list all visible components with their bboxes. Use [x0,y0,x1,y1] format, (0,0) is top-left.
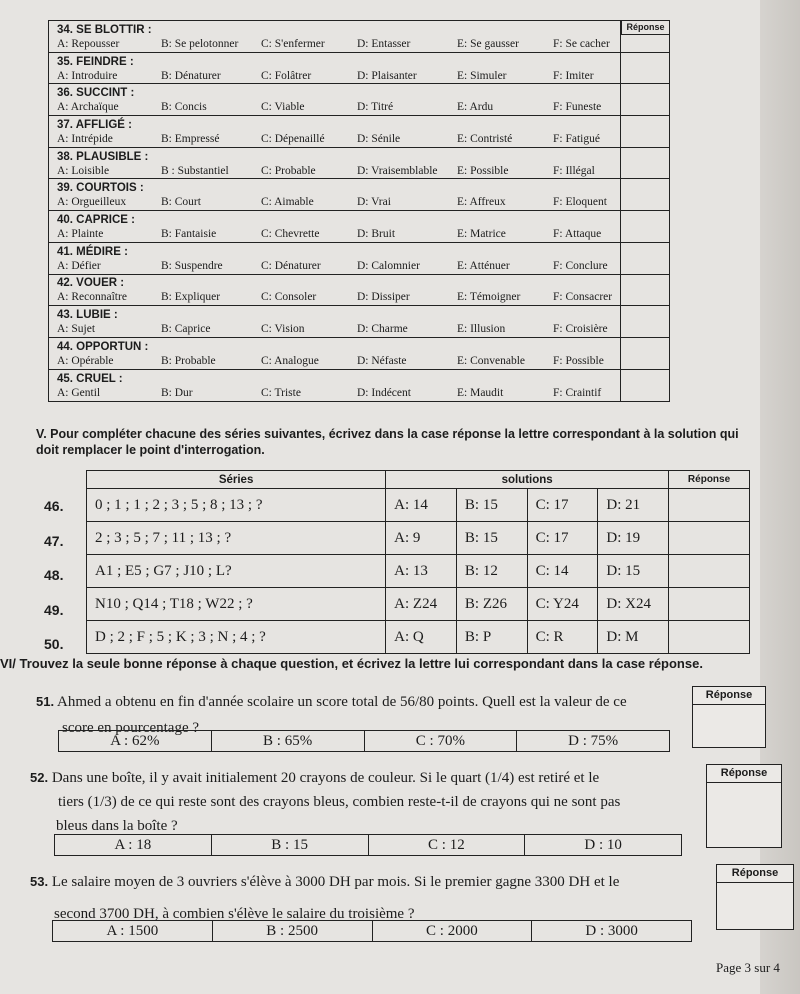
solutions-header: solutions [386,471,669,489]
series-number: 50. [44,636,64,652]
series-solution: B: Z26 [456,588,527,621]
vocab-option: A: Archaïque [57,101,119,114]
vocab-question [49,148,621,179]
question-number: 51. [36,694,55,709]
question-52 [30,768,690,788]
series-answer-cell[interactable] [669,522,750,555]
vocab-answer-cell[interactable] [621,211,669,242]
vocab-row [49,275,669,307]
series-number: 49. [44,601,64,618]
vocab-option: C: Probable [261,164,316,177]
vocab-options [57,37,614,51]
vocab-option: B: Fantaisie [161,227,217,240]
series-solution: D: 19 [598,522,669,555]
option-d: D : 75% [568,733,619,749]
series-solution: A: Q [386,621,457,654]
vocab-options [57,227,614,241]
vocab-question [49,53,621,84]
vocab-question [49,275,621,306]
vocab-option: C: Triste [261,386,301,399]
vocab-answer-cell[interactable] [621,275,669,306]
series-solution: C: 14 [527,555,598,588]
vocab-word: 44. OPPORTUN : [57,340,149,353]
vocab-option: B: Dénaturer [161,69,221,82]
vocab-question [49,21,621,52]
vocab-options [57,69,614,83]
vocab-option: D: Néfaste [357,354,407,367]
vocab-option: F: Consacrer [553,291,613,304]
option-b: B : 65% [212,731,365,751]
vocab-option: B: Expliquer [161,291,221,304]
series-sequence: A1 ; E5 ; G7 ; J10 ; L? [87,555,386,588]
vocab-row [49,211,669,243]
vocab-options [57,354,614,368]
vocab-option: B: Concis [161,101,207,114]
answer-box-52[interactable] [706,764,782,848]
series-sequence: 0 ; 1 ; 1 ; 2 ; 3 ; 5 ; 8 ; 13 ; ? [87,489,386,522]
series-solution: A: 14 [386,489,457,522]
vocab-option: C: Vision [261,323,305,336]
series-solution: A: 9 [386,522,457,555]
section-v-title: V. Pour compléter chacune des séries suivantes, écrivez dans la case réponse la lettre correspondant à la solution qui doit remplacer le point d'interrogation. [36,427,739,457]
vocab-word: 43. LUBIE : [57,309,118,322]
option-c: C : 70% [365,731,518,751]
vocab-option: F: Se cacher [553,37,610,50]
vocab-option: B : Substantiel [161,164,229,177]
vocab-word: 34. SE BLOTTIR : [57,23,152,36]
vocab-option: C: Dépenaillé [261,132,325,145]
vocab-options [57,132,614,146]
series-solution: A: Z24 [386,588,457,621]
option-b: B : 2500 [213,921,373,941]
vocab-answer-cell[interactable] [621,148,669,179]
vocab-option: A: Défier [57,259,101,272]
vocab-question [49,243,621,274]
vocab-option: E: Affreux [457,196,506,209]
vocab-option: A: Intrépide [57,132,113,145]
vocab-option: B: Se pelotonner [161,37,239,50]
series-solution: C: 17 [527,489,598,522]
vocab-option: B: Suspendre [161,259,223,272]
vocab-answer-cell[interactable] [621,306,669,337]
vocab-option: B: Dur [161,386,193,399]
series-header: Séries [87,471,386,489]
vocab-word: 40. CAPRICE : [57,213,135,226]
vocab-option: E: Maudit [457,386,504,399]
vocab-option: B: Court [161,196,201,209]
option-c: C : 2000 [373,921,533,941]
question-text: Ahmed a obtenu en fin d'année scolaire un score total de 56/80 points. Quell est la valeur de ce [57,694,627,710]
vocab-option: D: Vraisemblable [357,164,438,177]
vocab-option: D: Plaisanter [357,69,417,82]
vocab-row [49,179,669,211]
vocab-option: F: Fatigué [553,132,600,145]
vocab-row [49,243,669,275]
section-vi-title: VI/ Trouvez la seule bonne réponse à chaque question, et écrivez la lettre lui correspondant dans la case réponse. [0,656,703,671]
vocab-options [57,195,614,209]
series-number: 46. [44,498,64,514]
page-number: Page 3 sur 4 [716,960,780,975]
vocab-option: B: Caprice [161,323,211,336]
option-d: D : 3000 [585,923,638,939]
answer-box-51[interactable] [692,686,766,748]
vocab-option: C: Analogue [261,354,319,367]
vocab-option: A: Plainte [57,227,104,240]
vocab-answer-cell[interactable] [621,243,669,274]
vocab-option: D: Bruit [357,227,396,240]
vocab-option: A: Sujet [57,323,96,336]
option-a: A : 1500 [53,921,213,941]
vocab-word: 37. AFFLIGÉ : [57,118,132,131]
series-solution: D: 21 [598,489,669,522]
vocab-option: E: Ardu [457,101,494,114]
vocab-option: C: Aimable [261,196,314,209]
vocab-question [49,211,621,242]
series-solution: C: 17 [527,522,598,555]
vocab-option: F: Craintif [553,386,602,399]
vocab-row [49,370,669,402]
vocab-option: A: Gentil [57,386,101,399]
answer-box-53[interactable] [716,864,794,930]
series-answer-cell[interactable] [669,555,750,588]
vocab-word: 36. SUCCINT : [57,87,135,100]
vocab-row [49,306,669,338]
vocab-option: D: Charme [357,323,408,336]
vocab-option: D: Sénile [357,132,401,145]
vocab-options [57,322,614,336]
vocab-question [49,338,621,369]
vocab-option: D: Vrai [357,196,391,209]
vocab-option: E: Contristé [457,132,513,145]
series-solution: B: 12 [456,555,527,588]
vocab-answer-cell[interactable] [621,338,669,369]
vocab-options [57,290,614,304]
vocab-option: F: Conclure [553,259,608,272]
question-52-line3: bleus dans la boîte ? [56,818,178,834]
vocab-option: D: Titré [357,101,394,114]
vocab-option: C: S'enfermer [261,37,325,50]
vocab-word: 42. VOUER : [57,277,125,290]
vocab-word: 38. PLAUSIBLE : [57,150,149,163]
series-sequence: N10 ; Q14 ; T18 ; W22 ; ? [87,588,386,621]
vocab-option: E: Atténuer [457,259,510,272]
vocab-option: E: Convenable [457,354,526,367]
vocab-option: E: Simuler [457,69,507,82]
vocab-option: A: Orgueilleux [57,196,127,209]
vocab-option: A: Repousser [57,37,120,50]
series-row [87,621,750,654]
vocab-answer-cell[interactable] [621,179,669,210]
vocab-option: C: Viable [261,101,305,114]
vocab-option: C: Folâtrer [261,69,312,82]
vocab-options [57,164,614,178]
question-51-options [58,730,670,752]
question-51 [36,692,686,712]
question-text: Le salaire moyen de 3 ouvriers s'élève à 3000 DH par mois. Si le premier gagne 3300 DH et le [51,874,620,890]
question-53-options [52,920,692,942]
vocab-word: 35. FEINDRE : [57,55,134,68]
question-text: Dans une boîte, il y avait initialement 20 crayons de couleur. Si le quart (1/4) est retiré et le [51,770,600,786]
answer-label: Réponse [693,687,765,705]
question-52-options [54,834,682,856]
vocab-option: E: Se gausser [457,37,519,50]
option-d: D : 10 [584,837,622,853]
series-answer-cell[interactable] [669,489,750,522]
question-51-line2: score en pourcentage ? [62,720,200,736]
vocab-word: 39. COURTOIS : [57,182,144,195]
option-a: A : 62% [59,731,212,751]
series-sequence: D ; 2 ; F ; 5 ; K ; 3 ; N ; 4 ; ? [87,621,386,654]
vocab-row [49,148,669,180]
vocab-option: E: Témoigner [457,291,521,304]
vocab-row [49,21,669,53]
answer-label: Réponse [707,765,781,783]
option-a: A : 18 [55,835,212,855]
vocab-word: 45. CRUEL : [57,372,123,385]
option-b: B : 15 [212,835,369,855]
question-53 [30,872,710,892]
answer-label: Réponse [717,865,793,883]
series-row [87,555,750,588]
vocab-option: A: Loisible [57,164,110,177]
series-solution: B: 15 [456,522,527,555]
vocab-option: B: Empressé [161,132,220,145]
series-row [87,588,750,621]
question-number: 52. [30,770,49,785]
series-number: 47. [44,532,64,549]
vocab-question [49,84,621,115]
vocab-option: F: Eloquent [553,196,607,209]
vocab-option: F: Croisière [553,323,608,336]
vocab-option: F: Funeste [553,101,602,114]
question-53-line2: second 3700 DH, à combien s'élève le salaire du troisième ? [54,906,415,922]
vocab-option: A: Introduire [57,69,118,82]
vocab-options [57,100,614,114]
series-answer-cell[interactable] [669,621,750,654]
vocab-options [57,259,614,273]
series-row [87,489,750,522]
vocab-option: D: Dissiper [357,291,410,304]
series-solution: B: 15 [456,489,527,522]
vocab-row [49,53,669,85]
vocab-option: F: Possible [553,354,604,367]
vocab-question [49,116,621,147]
question-52-line2: tiers (1/3) de ce qui reste sont des crayons bleus, combien reste-t-il de crayons qui ne sont pas [58,794,621,810]
series-solution: C: Y24 [527,588,598,621]
vocab-option: A: Reconnaître [57,291,127,304]
series-sequence: 2 ; 3 ; 5 ; 7 ; 11 ; 13 ; ? [87,522,386,555]
vocab-question [49,179,621,210]
vocab-options [57,386,614,400]
series-solution: A: 13 [386,555,457,588]
option-c: C : 12 [369,835,526,855]
question-number: 53. [30,874,49,889]
series-solution: B: P [456,621,527,654]
series-number: 48. [44,567,64,583]
vocab-option: A: Opérable [57,354,114,367]
vocab-answer-cell[interactable] [621,84,669,115]
vocab-word: 41. MÉDIRE : [57,245,128,258]
vocab-option: C: Chevrette [261,227,320,240]
series-solution: C: R [527,621,598,654]
vocab-option: E: Illusion [457,323,506,336]
vocab-answer-cell[interactable] [621,370,669,402]
vocabulary-table [48,20,670,402]
vocab-option: D: Entasser [357,37,411,50]
vocab-option: F: Imiter [553,69,594,82]
vocab-option: D: Calomnier [357,259,420,272]
vocab-option: F: Illégal [553,164,595,177]
series-answer-cell[interactable] [669,588,750,621]
vocab-option: E: Possible [457,164,509,177]
vocab-answer-cell[interactable] [621,116,669,147]
vocab-row [49,338,669,370]
vocab-option: C: Dénaturer [261,259,321,272]
vocab-question [49,370,621,402]
series-row [87,522,750,555]
vocab-option: C: Consoler [261,291,317,304]
vocab-option: D: Indécent [357,386,411,399]
vocab-option: E: Matrice [457,227,506,240]
vocab-option: B: Probable [161,354,216,367]
series-solution: D: 15 [598,555,669,588]
vocab-row [49,116,669,148]
series-answer-header: Réponse [669,471,750,489]
series-table [86,470,750,654]
series-solution: D: M [598,621,669,654]
vocab-answer-cell[interactable] [621,53,669,84]
vocab-option: F: Attaque [553,227,602,240]
series-solution: D: X24 [598,588,669,621]
vocab-question [49,306,621,337]
vocab-row [49,84,669,116]
vocab-answer-header: Réponse [621,21,669,35]
